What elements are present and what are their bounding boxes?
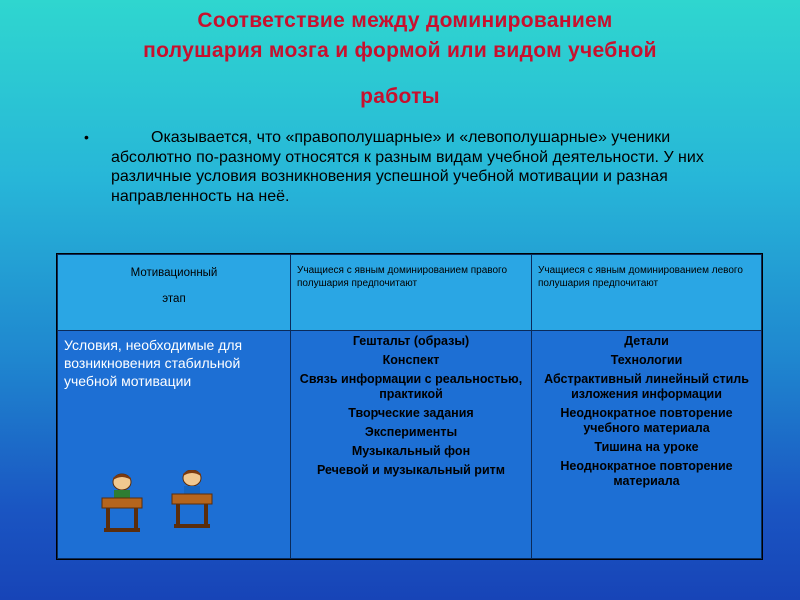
list-item: Тишина на уроке: [594, 440, 699, 454]
header-left-text: Учащиеся с явным доминированием левого полушария предпочитают: [538, 265, 743, 289]
slide-title: [40, 6, 760, 112]
title-line-1: Соответствие между доминированием: [197, 9, 613, 32]
list-item: Конспект: [382, 353, 440, 367]
students-illustration: [100, 470, 230, 540]
list-item: Детали: [624, 334, 669, 348]
header-stage: [58, 255, 291, 331]
list-item: Технологии: [610, 353, 683, 367]
list-item: Связь информации с реальностью, практикой: [299, 372, 523, 401]
conditions-label: Условия, необходимые для возникновения стабильной учебной мотивации: [64, 337, 243, 389]
cell-right-list: [291, 331, 532, 559]
title-line-3: работы: [360, 85, 440, 108]
header-left-hemisphere: [532, 255, 762, 331]
bullet-icon: •: [84, 129, 89, 145]
title-line-2: полушария мозга и формой или видом учебной: [143, 39, 657, 62]
list-item: Музыкальный фон: [351, 444, 471, 458]
intro-paragraph: [84, 128, 724, 206]
list-item: Творческие задания: [348, 406, 474, 420]
list-item: Речевой и музыкальный ритм: [316, 463, 505, 477]
header-stage-line2: этап: [162, 293, 186, 305]
student-at-desk-icon: [102, 474, 142, 532]
list-item: Неоднократное повторение учебного материала: [560, 406, 733, 435]
header-right-hemisphere: [291, 255, 532, 331]
list-item: Эксперименты: [364, 425, 458, 439]
intro-text: Оказывается, что «правополушарные» и «левополушарные» ученики абсолютно по-разному относятся к разным видам учебной деятельности. У них различные условия возникновения успешной учебной мотивации и разная направленность на неё.: [111, 129, 704, 205]
list-item: Гештальт (образы): [352, 334, 470, 348]
list-item: Абстрактивный линейный стиль изложения информации: [544, 372, 749, 401]
left-hemisphere-list: [532, 331, 761, 489]
header-stage-line1: Мотивационный: [130, 267, 218, 279]
table-header-row: [58, 255, 762, 331]
header-right-text: Учащиеся с явным доминированием правого полушария предпочитают: [297, 265, 508, 289]
student-at-desk-icon: [172, 470, 212, 528]
cell-left-list: [532, 331, 762, 559]
list-item: Неоднократное повторение материала: [560, 459, 733, 488]
right-hemisphere-list: [291, 331, 531, 478]
